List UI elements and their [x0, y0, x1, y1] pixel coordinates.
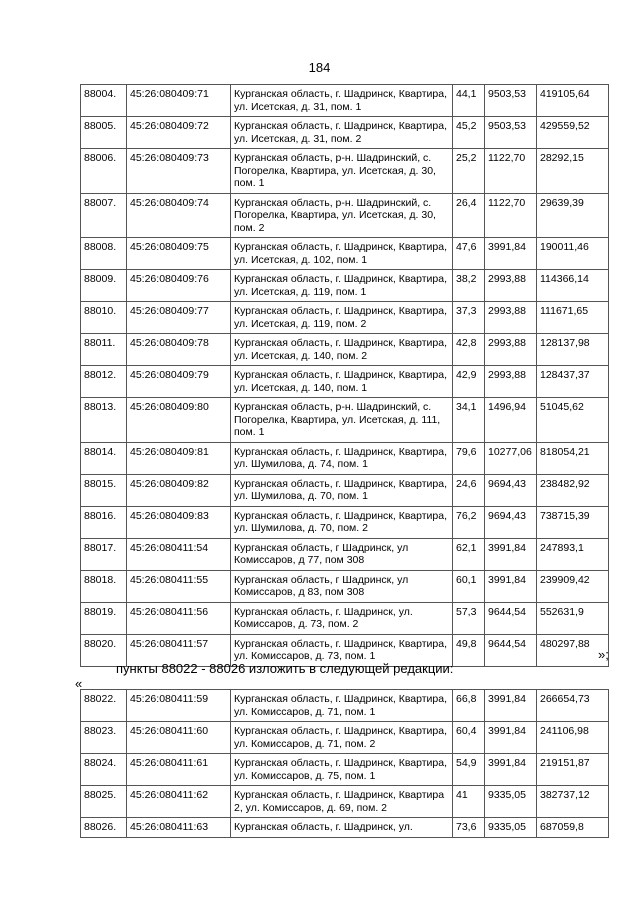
- cadastral-value-cell: 114366,14: [537, 270, 609, 302]
- cadastral-value-cell: 190011,46: [537, 238, 609, 270]
- area-cell: 44,1: [453, 85, 485, 117]
- table-row: [81, 722, 609, 754]
- cadastral-value-cell: 480297,88: [537, 634, 609, 666]
- cadastral-number-cell: 45:26:080409:77: [127, 302, 231, 334]
- area-cell: 73,6: [453, 818, 485, 838]
- address-cell: Курганская область, г. Шадринск, Квартира, ул. Комиссаров, д. 71, пом. 2: [231, 722, 453, 754]
- cadastral-value-cell: 687059,8: [537, 818, 609, 838]
- table-row: [81, 398, 609, 443]
- unit-value-cell: 2993,88: [485, 366, 537, 398]
- area-cell: 38,2: [453, 270, 485, 302]
- cadastral-value-cell: 239909,42: [537, 570, 609, 602]
- row-number-cell: 88019.: [81, 602, 127, 634]
- table-row: [81, 117, 609, 149]
- unit-value-cell: 9335,05: [485, 818, 537, 838]
- table-row: [81, 193, 609, 238]
- table-row: [81, 786, 609, 818]
- row-number-cell: 88012.: [81, 366, 127, 398]
- address-cell: Курганская область, г. Шадринск, Квартира, ул. Комиссаров, д. 71, пом. 1: [231, 690, 453, 722]
- area-cell: 66,8: [453, 690, 485, 722]
- cadastral-number-cell: 45:26:080409:82: [127, 474, 231, 506]
- table-row: [81, 474, 609, 506]
- unit-value-cell: 1122,70: [485, 149, 537, 194]
- cadastral-number-cell: 45:26:080409:76: [127, 270, 231, 302]
- cadastral-number-cell: 45:26:080411:57: [127, 634, 231, 666]
- cadastral-value-cell: 429559,52: [537, 117, 609, 149]
- table-row: [81, 366, 609, 398]
- row-number-cell: 88007.: [81, 193, 127, 238]
- cadastral-value-cell: 738715,39: [537, 506, 609, 538]
- closing-quote: »;: [598, 647, 609, 662]
- cadastral-number-cell: 45:26:080411:56: [127, 602, 231, 634]
- row-number-cell: 88017.: [81, 538, 127, 570]
- address-cell: Курганская область, г Шадринск, ул Комиссаров, д 77, пом 308: [231, 538, 453, 570]
- row-number-cell: 88006.: [81, 149, 127, 194]
- unit-value-cell: 9503,53: [485, 117, 537, 149]
- address-cell: Курганская область, г. Шадринск, Квартира, ул. Исетская, д. 119, пом. 2: [231, 302, 453, 334]
- registry-table-2: [80, 689, 609, 838]
- cadastral-number-cell: 45:26:080409:81: [127, 442, 231, 474]
- cadastral-value-cell: 111671,65: [537, 302, 609, 334]
- area-cell: 76,2: [453, 506, 485, 538]
- unit-value-cell: 3991,84: [485, 754, 537, 786]
- cadastral-value-cell: 382737,12: [537, 786, 609, 818]
- row-number-cell: 88015.: [81, 474, 127, 506]
- cadastral-number-cell: 45:26:080409:73: [127, 149, 231, 194]
- cadastral-number-cell: 45:26:080409:83: [127, 506, 231, 538]
- row-number-cell: 88016.: [81, 506, 127, 538]
- unit-value-cell: 2993,88: [485, 302, 537, 334]
- cadastral-number-cell: 45:26:080409:78: [127, 334, 231, 366]
- cadastral-number-cell: 45:26:080409:72: [127, 117, 231, 149]
- unit-value-cell: 9694,43: [485, 506, 537, 538]
- cadastral-value-cell: 266654,73: [537, 690, 609, 722]
- address-cell: Курганская область, г. Шадринск, ул.: [231, 818, 453, 838]
- table-row: [81, 238, 609, 270]
- row-number-cell: 88010.: [81, 302, 127, 334]
- unit-value-cell: 3991,84: [485, 690, 537, 722]
- address-cell: Курганская область, г. Шадринск, Квартира, ул. Шумилова, д. 70, пом. 2: [231, 506, 453, 538]
- row-number-cell: 88022.: [81, 690, 127, 722]
- table-row: [81, 602, 609, 634]
- unit-value-cell: 2993,88: [485, 334, 537, 366]
- row-number-cell: 88014.: [81, 442, 127, 474]
- area-cell: 45,2: [453, 117, 485, 149]
- row-number-cell: 88004.: [81, 85, 127, 117]
- cadastral-value-cell: 241106,98: [537, 722, 609, 754]
- address-cell: Курганская область, г. Шадринск, Квартира, ул. Комиссаров, д. 75, пом. 1: [231, 754, 453, 786]
- address-cell: Курганская область, г. Шадринск, Квартира, ул. Исетская, д. 140, пом. 1: [231, 366, 453, 398]
- address-cell: Курганская область, г. Шадринск, Квартира 2, ул. Комиссаров, д. 69, пом. 2: [231, 786, 453, 818]
- address-cell: Курганская область, р-н. Шадринский, с. Погорелка, Квартира, ул. Исетская, д. 30, пом. 2: [231, 193, 453, 238]
- cadastral-number-cell: 45:26:080411:62: [127, 786, 231, 818]
- area-cell: 57,3: [453, 602, 485, 634]
- unit-value-cell: 1496,94: [485, 398, 537, 443]
- cadastral-number-cell: 45:26:080411:59: [127, 690, 231, 722]
- address-cell: Курганская область, г. Шадринск, Квартира, ул. Исетская, д. 31, пом. 1: [231, 85, 453, 117]
- row-number-cell: 88023.: [81, 722, 127, 754]
- table-row: [81, 149, 609, 194]
- area-cell: 62,1: [453, 538, 485, 570]
- table-row: [81, 442, 609, 474]
- unit-value-cell: 3991,84: [485, 722, 537, 754]
- unit-value-cell: 3991,84: [485, 570, 537, 602]
- cadastral-number-cell: 45:26:080411:61: [127, 754, 231, 786]
- amendment-instruction: пункты 88022 - 88026 изложить в следующей редакции:: [116, 661, 454, 676]
- cadastral-value-cell: 247893,1: [537, 538, 609, 570]
- unit-value-cell: 9503,53: [485, 85, 537, 117]
- address-cell: Курганская область, г. Шадринск, ул. Комиссаров, д. 73, пом. 2: [231, 602, 453, 634]
- table-row: [81, 690, 609, 722]
- row-number-cell: 88008.: [81, 238, 127, 270]
- cadastral-number-cell: 45:26:080409:80: [127, 398, 231, 443]
- unit-value-cell: 9644,54: [485, 602, 537, 634]
- area-cell: 47,6: [453, 238, 485, 270]
- address-cell: Курганская область, г. Шадринск, Квартира, ул. Исетская, д. 31, пом. 2: [231, 117, 453, 149]
- cadastral-value-cell: 238482,92: [537, 474, 609, 506]
- row-number-cell: 88025.: [81, 786, 127, 818]
- cadastral-value-cell: 552631,9: [537, 602, 609, 634]
- row-number-cell: 88020.: [81, 634, 127, 666]
- table-row: [81, 270, 609, 302]
- row-number-cell: 88009.: [81, 270, 127, 302]
- opening-quote: «: [75, 676, 83, 691]
- area-cell: 54,9: [453, 754, 485, 786]
- table-row: [81, 334, 609, 366]
- row-number-cell: 88026.: [81, 818, 127, 838]
- address-cell: Курганская область, г. Шадринск, Квартира, ул. Комиссаров, д. 73, пом. 1: [231, 634, 453, 666]
- table-row: [81, 538, 609, 570]
- table-row: [81, 506, 609, 538]
- cadastral-value-cell: 219151,87: [537, 754, 609, 786]
- row-number-cell: 88024.: [81, 754, 127, 786]
- cadastral-number-cell: 45:26:080409:75: [127, 238, 231, 270]
- table-row: [81, 818, 609, 838]
- unit-value-cell: 10277,06: [485, 442, 537, 474]
- table-row: [81, 754, 609, 786]
- unit-value-cell: 1122,70: [485, 193, 537, 238]
- cadastral-value-cell: 128137,98: [537, 334, 609, 366]
- unit-value-cell: 9644,54: [485, 634, 537, 666]
- area-cell: 79,6: [453, 442, 485, 474]
- area-cell: 25,2: [453, 149, 485, 194]
- address-cell: Курганская область, г. Шадринск, Квартира, ул. Исетская, д. 119, пом. 1: [231, 270, 453, 302]
- cadastral-value-cell: 29639,39: [537, 193, 609, 238]
- area-cell: 41: [453, 786, 485, 818]
- cadastral-value-cell: 28292,15: [537, 149, 609, 194]
- address-cell: Курганская область, г. Шадринск, Квартира, ул. Шумилова, д. 70, пом. 1: [231, 474, 453, 506]
- cadastral-number-cell: 45:26:080411:55: [127, 570, 231, 602]
- area-cell: 49,8: [453, 634, 485, 666]
- cadastral-number-cell: 45:26:080411:63: [127, 818, 231, 838]
- area-cell: 42,8: [453, 334, 485, 366]
- area-cell: 24,6: [453, 474, 485, 506]
- address-cell: Курганская область, р-н. Шадринский, с. Погорелка, Квартира, ул. Исетская, д. 30, пом. 1: [231, 149, 453, 194]
- area-cell: 26,4: [453, 193, 485, 238]
- area-cell: 42,9: [453, 366, 485, 398]
- row-number-cell: 88013.: [81, 398, 127, 443]
- unit-value-cell: 2993,88: [485, 270, 537, 302]
- address-cell: Курганская область, г. Шадринск, Квартира, ул. Шумилова, д. 74, пом. 1: [231, 442, 453, 474]
- cadastral-number-cell: 45:26:080409:71: [127, 85, 231, 117]
- address-cell: Курганская область, р-н. Шадринский, с. Погорелка, Квартира, ул. Исетская, д. 111, пом. 1: [231, 398, 453, 443]
- page-number: 184: [308, 60, 331, 75]
- unit-value-cell: 3991,84: [485, 538, 537, 570]
- table-row: [81, 302, 609, 334]
- table-row: [81, 570, 609, 602]
- cadastral-number-cell: 45:26:080411:54: [127, 538, 231, 570]
- unit-value-cell: 3991,84: [485, 238, 537, 270]
- row-number-cell: 88005.: [81, 117, 127, 149]
- area-cell: 37,3: [453, 302, 485, 334]
- cadastral-number-cell: 45:26:080411:60: [127, 722, 231, 754]
- address-cell: Курганская область, г. Шадринск, Квартира, ул. Исетская, д. 102, пом. 1: [231, 238, 453, 270]
- cadastral-value-cell: 51045,62: [537, 398, 609, 443]
- table-row: [81, 85, 609, 117]
- cadastral-number-cell: 45:26:080409:74: [127, 193, 231, 238]
- address-cell: Курганская область, г. Шадринск, Квартира, ул. Исетская, д. 140, пом. 2: [231, 334, 453, 366]
- unit-value-cell: 9335,05: [485, 786, 537, 818]
- area-cell: 60,4: [453, 722, 485, 754]
- registry-table-1: [80, 84, 609, 667]
- cadastral-value-cell: 818054,21: [537, 442, 609, 474]
- cadastral-value-cell: 419105,64: [537, 85, 609, 117]
- cadastral-value-cell: 128437,37: [537, 366, 609, 398]
- unit-value-cell: 9694,43: [485, 474, 537, 506]
- area-cell: 34,1: [453, 398, 485, 443]
- cadastral-number-cell: 45:26:080409:79: [127, 366, 231, 398]
- address-cell: Курганская область, г Шадринск, ул Комиссаров, д 83, пом 308: [231, 570, 453, 602]
- row-number-cell: 88011.: [81, 334, 127, 366]
- area-cell: 60,1: [453, 570, 485, 602]
- row-number-cell: 88018.: [81, 570, 127, 602]
